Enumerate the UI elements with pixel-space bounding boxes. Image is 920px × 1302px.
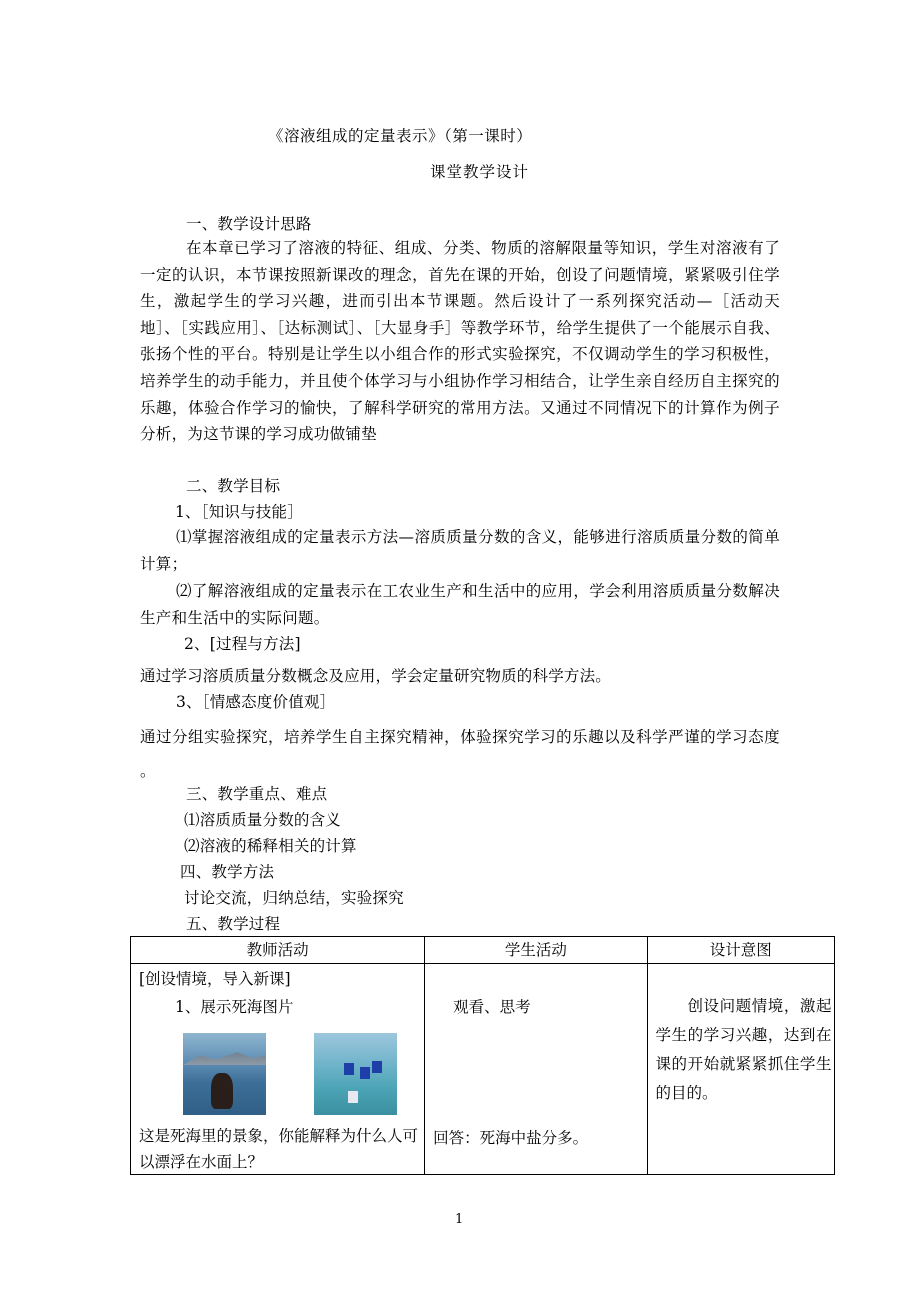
teacher-question: 这是死海里的景象，你能解释为什么人可以漂浮在水面上？	[139, 1127, 419, 1171]
section5-heading: 五、教学过程	[186, 915, 281, 933]
section4-heading: 四、教学方法	[180, 863, 275, 881]
goal3-text: 通过分组实验探究，培养学生自主探究精神，体验探究学习的乐趣以及科学严谨的学习态度 。	[140, 728, 780, 780]
section3-item1: ⑴溶质质量分数的含义	[184, 811, 342, 829]
floater-figure	[348, 1091, 358, 1103]
section1-paragraph: 在本章已学习了溶液的特征、组成、分类、物质的溶解限量等知识，学生对溶液有了一定的认识，本节课按照新课改的理念，首先在课的开始，创设了问题情境，紧紧吸引住学生，激起学生的学习兴趣，进而引出本节课题。然后设计了一系列探究活动—［活动天地］、［实践应用］、［达标测试］、［大显身手］等教学环节，给学生提供了一个能展示自我、张扬个性的平台。特别是让学生以小组合作的形式实验探究，不仅调动学生的学习积极性，培养学生的动手能力，并且使个体学习与小组协作学习相结合，让学生亲自经历自主探究的乐趣，体验合作学习的愉快，了解科学研究的常用方法。又通过不同情况下的计算作为例子分析，为这节课的学习成功做铺垫	[140, 239, 780, 444]
teacher-activity-cell	[131, 964, 425, 1175]
goal2-text: 通过学习溶质质量分数概念及应用，学会定量研究物质的科学方法。	[140, 667, 612, 685]
section2-heading: 二、教学目标	[186, 477, 281, 495]
floater-figure	[372, 1061, 382, 1073]
design-intent: 创设问题情境，激起学生的学习兴趣，达到在课的开始就紧紧抓住学生的目的。	[655, 997, 832, 1102]
floater-figure	[360, 1067, 370, 1079]
goal1-item1: ⑴掌握溶液组成的定量表示方法—溶质质量分数的含义，能够进行溶质质量分数的简单计算；	[140, 528, 780, 573]
section4-text: 讨论交流，归纳总结，实验探究	[184, 889, 404, 907]
header-student: 学生活动	[425, 937, 647, 964]
student-activity-cell	[425, 964, 647, 1175]
goal1-item2: ⑵了解溶液组成的定量表示在工农业生产和生活中的应用，学会利用溶质质量分数解决生产和生活中的实际问题。	[140, 582, 780, 627]
page-number: 1	[455, 1212, 464, 1227]
swimmer-figure	[211, 1073, 233, 1109]
section3-heading: 三、教学重点、难点	[186, 785, 328, 803]
section1-heading: 一、教学设计思路	[186, 215, 312, 233]
mountain-shape	[183, 1051, 266, 1065]
teacher-step: 1、展示死海图片	[175, 998, 294, 1016]
section3-item2: ⑵溶液的稀释相关的计算	[184, 837, 357, 855]
document-subtitle: 课堂教学设计	[430, 163, 530, 181]
goal2-heading: 2、[过程与方法]	[184, 635, 301, 653]
design-intent-cell	[647, 964, 835, 1175]
goal1-heading: 1、［知识与技能］	[175, 503, 303, 521]
teaching-process-table	[130, 936, 835, 1175]
student-observe: 观看、思考	[453, 998, 531, 1016]
student-answer: 回答：死海中盐分多。	[433, 1129, 589, 1147]
header-intent: 设计意图	[647, 937, 835, 964]
teacher-stage: [创设情境，导入新课]	[139, 970, 291, 988]
header-teacher: 教师活动	[131, 937, 425, 964]
dead-sea-photo-2	[314, 1033, 397, 1115]
dead-sea-photo-1	[183, 1033, 266, 1115]
document-title: 《溶液组成的定量表示》（第一课时）	[268, 127, 533, 145]
goal3-heading: 3、［情感态度价值观］	[176, 693, 336, 711]
floater-figure	[344, 1063, 354, 1075]
